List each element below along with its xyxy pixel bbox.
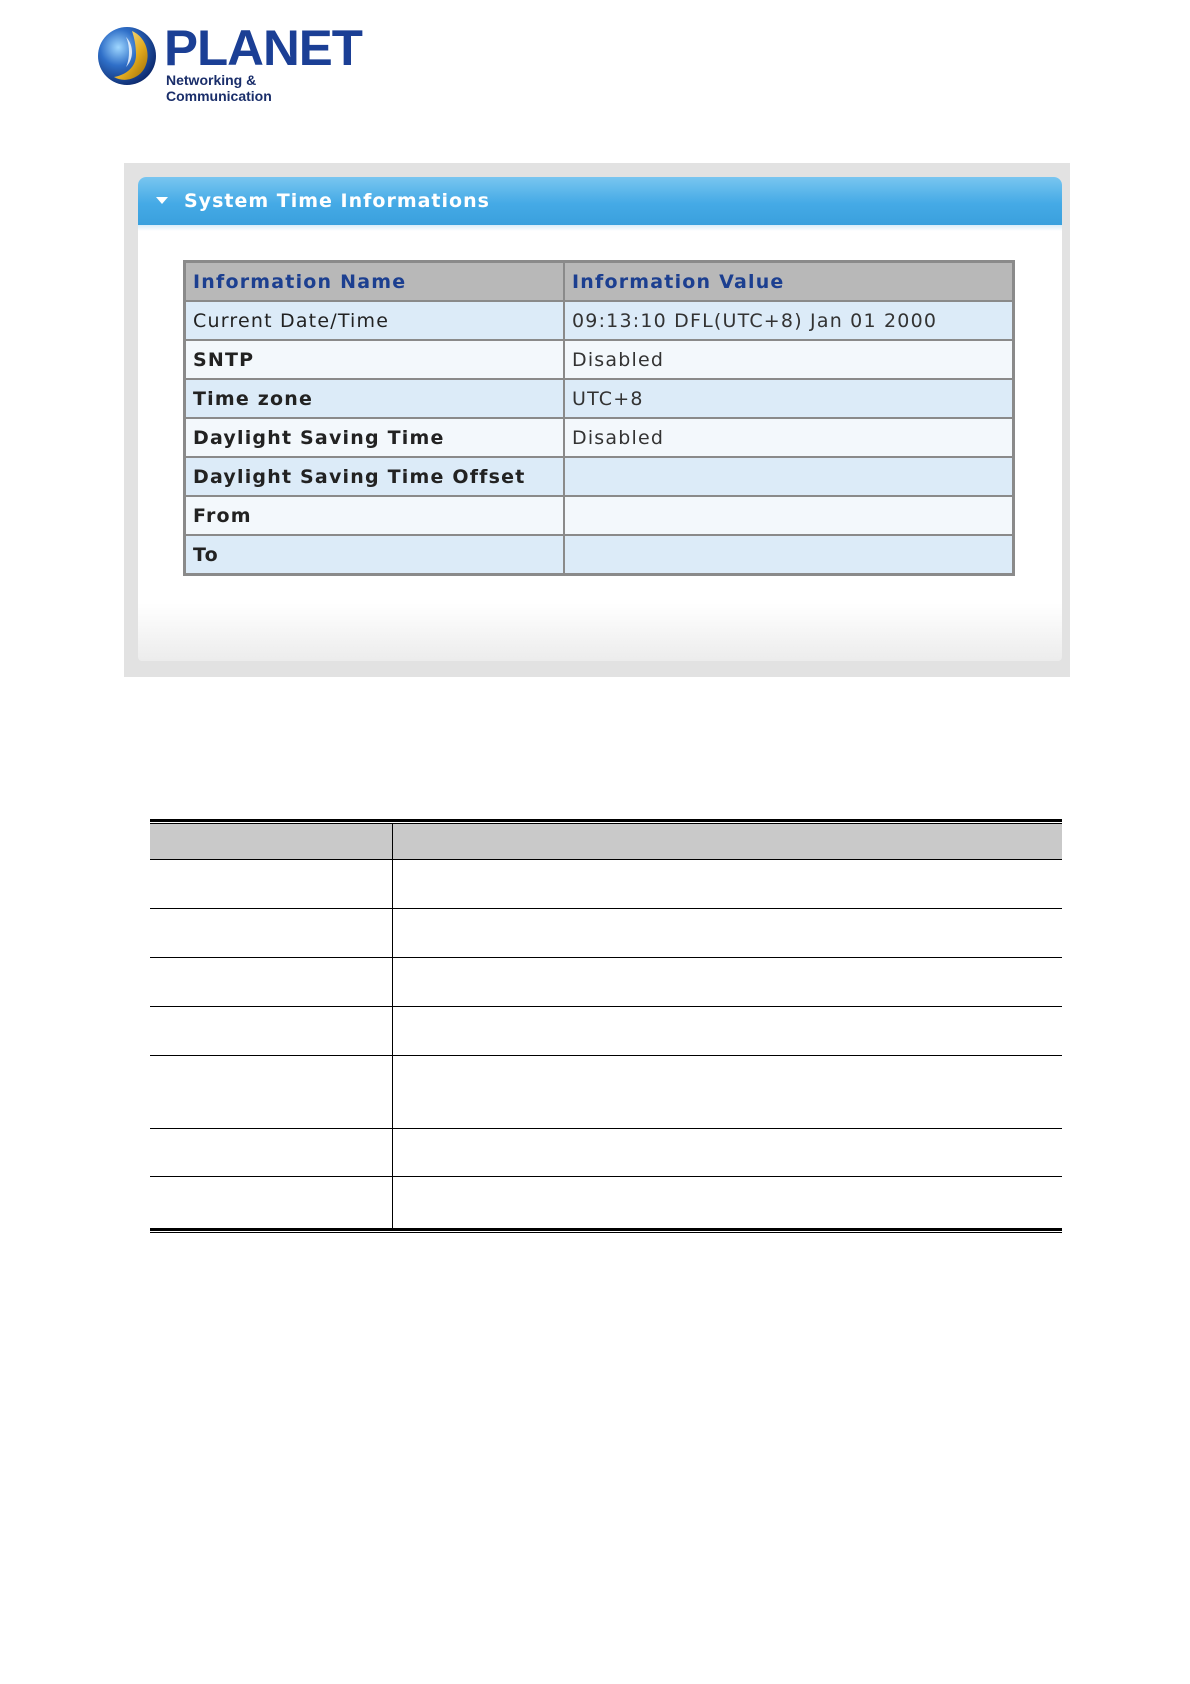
row-name: Time zone [185, 379, 565, 418]
row-name: Daylight Saving Time Offset [185, 457, 565, 496]
row-value [564, 535, 1014, 575]
table-row [185, 457, 1014, 496]
column-header-name: Information Name [185, 262, 565, 302]
row-value: Disabled [564, 418, 1014, 457]
table-row [185, 535, 1014, 575]
table-header-row [185, 262, 1014, 302]
table-row [150, 1056, 1062, 1129]
table-row [185, 418, 1014, 457]
row-value: 09:13:10 DFL(UTC+8) Jan 01 2000 [564, 301, 1014, 340]
system-time-table [183, 260, 1015, 576]
table-row [185, 340, 1014, 379]
planet-logo [96, 20, 362, 104]
row-value [564, 457, 1014, 496]
row-name: From [185, 496, 565, 535]
screenshot-frame [124, 163, 1070, 677]
column-divider [392, 824, 393, 1230]
table-row [150, 958, 1062, 1007]
system-time-panel [138, 177, 1062, 661]
row-name: SNTP [185, 340, 565, 379]
row-name: Current Date/Time [185, 301, 565, 340]
row-value: Disabled [564, 340, 1014, 379]
row-value: UTC+8 [564, 379, 1014, 418]
collapse-arrow-icon[interactable] [156, 197, 168, 204]
table-row [150, 860, 1062, 909]
logo-tagline: Networking & Communication [166, 72, 272, 104]
logo-brand-text: PLANET [164, 20, 362, 76]
table-bottom-rule [150, 1228, 1062, 1233]
row-name: To [185, 535, 565, 575]
table-row [185, 379, 1014, 418]
table-row [185, 301, 1014, 340]
globe-logo-icon [96, 25, 158, 87]
table-header-band [150, 824, 1062, 860]
table-row [185, 496, 1014, 535]
table-row [150, 1129, 1062, 1177]
column-header-value: Information Value [564, 262, 1014, 302]
row-value [564, 496, 1014, 535]
table-row [150, 909, 1062, 958]
row-name: Daylight Saving Time [185, 418, 565, 457]
panel-header[interactable] [138, 177, 1062, 226]
panel-title: System Time Informations [184, 190, 490, 212]
table-row [150, 1007, 1062, 1056]
